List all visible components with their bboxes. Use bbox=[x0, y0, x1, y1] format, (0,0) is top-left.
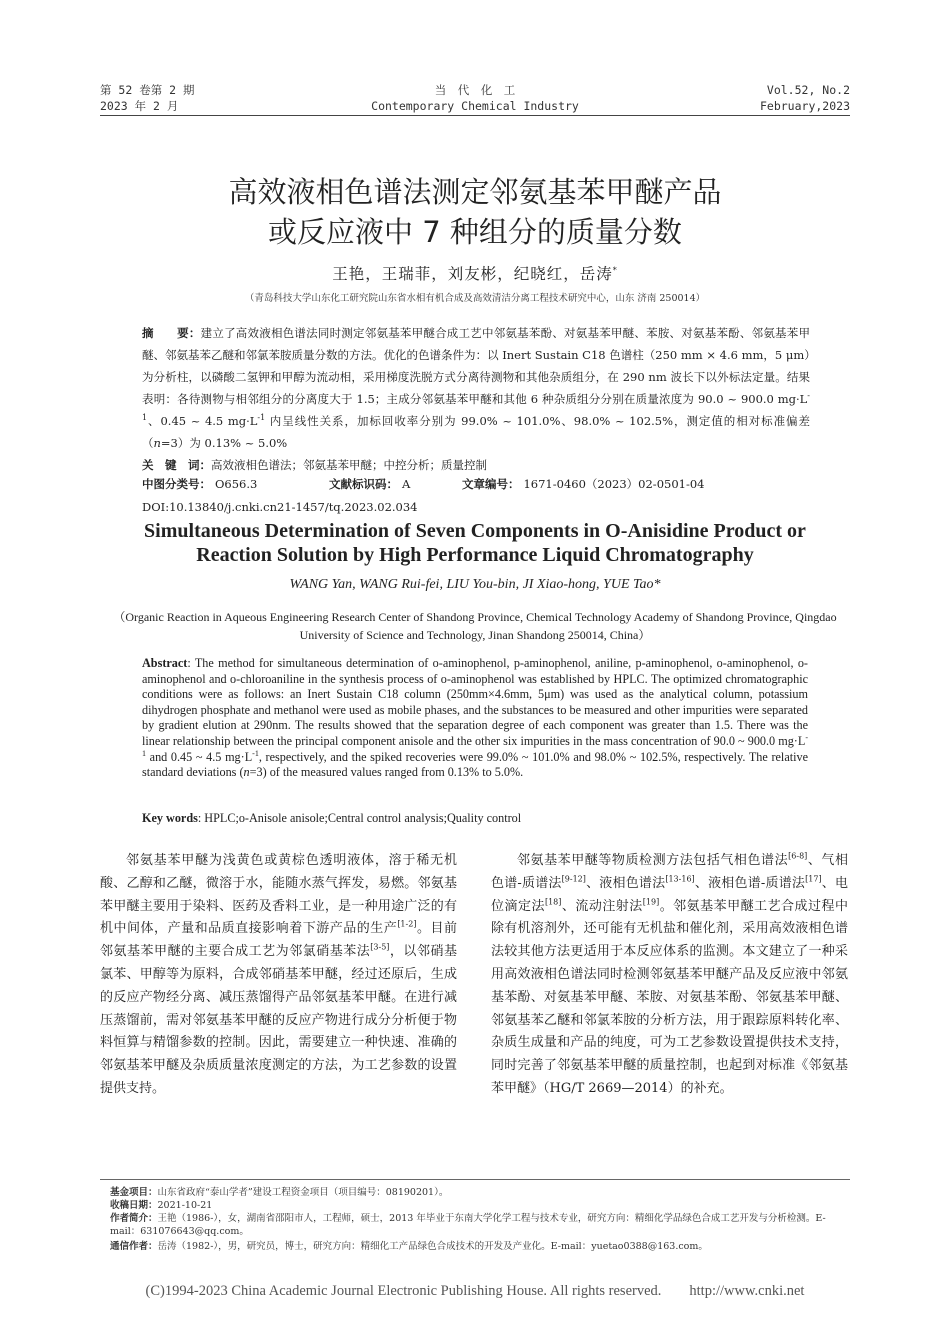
footnote-label: 收稿日期： bbox=[110, 1200, 158, 1211]
abstract-en bbox=[142, 656, 808, 781]
abstract-cn-text: 内呈线性关系，加标回收率分别为 99.0% ~ 101.0%、98.0% ~ 102.5%，测定值的相对标准偏差（ bbox=[142, 414, 810, 450]
journal-name-en: Contemporary Chemical Industry bbox=[371, 99, 579, 113]
body-text: 邻氨基苯甲醚为浅黄色或黄棕色透明液体，溶于稀无机酸、乙醇和乙醚，微溶于水，能随水蒸气挥发，易燃。邻氨基苯甲醚主要用于染料、医药及香料工业，是一种用途广泛的有机中间体，产量和品质直接影响着下游产品的生产 bbox=[100, 853, 457, 937]
keywords-en-text: : HPLC;o-Anisole anisole;Central control analysis;Quality control bbox=[197, 811, 522, 825]
article-number-label: 文章编号： bbox=[461, 477, 520, 491]
italic-n: n bbox=[243, 765, 250, 780]
citation[interactable]: [13-16] bbox=[665, 874, 695, 884]
citation[interactable]: [1-2] bbox=[397, 920, 417, 930]
body-text: ，以邻硝基氯苯、甲醇等为原料，合成邻硝基苯甲醚，经过还原后，生成的反应产物经分离、减压蒸馏得产品邻氨基苯甲醚。在进行减压蒸馏前，需对邻氨基苯甲醚的反应产物进行成分分析便于物料恒算与精馏参数的控制。因此，需要建立一种快速、准确的邻氨基苯甲醚及杂质质量浓度测定的方法，为工艺参数的设置提供支持。 bbox=[100, 944, 457, 1096]
citation[interactable]: [17] bbox=[805, 874, 822, 884]
sup: -1 bbox=[257, 413, 266, 423]
journal-volume-en: Vol.52, No.2 bbox=[766, 83, 850, 97]
body-text: 、电位滴定法 bbox=[491, 875, 848, 914]
footnote-text: 王艳（1986-），女，湖南省邵阳市人，工程师，硕士，2013 年毕业于东南大学化学工程与技术专业，研究方向：精细化学品绿色合成工艺开发与分析检测。E-mail：631076643@qq.com。 bbox=[110, 1213, 826, 1237]
footnote-received bbox=[110, 1199, 855, 1212]
journal-name-cn: 当 代 化 工 bbox=[434, 83, 516, 97]
keywords-en bbox=[142, 811, 521, 826]
abstract-en-label: Abstract bbox=[142, 656, 188, 670]
header-right bbox=[760, 82, 850, 114]
body-text: 、气相色谱-质谱法 bbox=[491, 853, 848, 891]
citation[interactable]: [19] bbox=[642, 897, 660, 907]
cnki-link[interactable]: http://www.cnki.net bbox=[689, 1283, 805, 1299]
affiliation-en: （Organic Reaction in Aqueous Engineering Research Center of Shandong Province, Chemical Technology Academy of Shandong Province, Qingdao University of Science and Technology, Jinan Shandong 250014, China） bbox=[113, 610, 837, 642]
footnote-divider bbox=[100, 1179, 850, 1180]
abstract-cn-label: 摘 要： bbox=[142, 326, 201, 340]
footnote-corresponding bbox=[110, 1240, 855, 1253]
footnote-label: 基金项目： bbox=[110, 1187, 158, 1198]
footnote-fund bbox=[110, 1186, 855, 1199]
body-column-left bbox=[100, 850, 457, 1101]
footnote-label: 作者简介： bbox=[110, 1213, 158, 1224]
keywords-cn-text: 高效液相色谱法；邻氨基苯甲醚；中控分析；质量控制 bbox=[211, 458, 487, 472]
citation[interactable]: [18] bbox=[544, 897, 562, 907]
body-text: 、液相色谱法 bbox=[585, 875, 666, 891]
title-cn-line2: 或反应液中 7 种组分的质量分数 bbox=[268, 215, 682, 249]
footnote-text: 岳涛（1982-），男，研究员，博士，研究方向：精细化工产品绿色合成技术的开发及产业化。E-mail：yuetao0388@163.com。 bbox=[157, 1241, 708, 1252]
sup: -1 bbox=[252, 748, 259, 758]
title-en-line2: Reaction Solution by High Performance Liquid Chromatography bbox=[196, 544, 754, 566]
abstract-en-text: : The method for simultaneous determination of o-aminophenol, p-aminophenol, aniline, p-aminophenol, o-aminophenol, o-aminophenol and o-chloroaniline in the synthesis process of o-aminophenol was established by HPLC. The optimized chromatographic conditions were as follows: an Inert Sustain C18 column (250mm×4.6mm, 5μm) was used as the analytical column, potassium dihydrogen phosphate and methanol were used as mobile phases, and the substances to be measured and other impurities were separated by gradient elution at 290nm. The results showed that the separation degree of each component was greater than 1.5. There was the linear relationship between the principal component anisole and the other six impurities in the mass concentration of 90.0 ~ 900.0 mg·L bbox=[142, 656, 808, 748]
journal-volume-cn: 第 52 卷第 2 期 bbox=[100, 83, 195, 97]
sup: -1 bbox=[142, 732, 808, 758]
abstract-cn bbox=[142, 322, 810, 476]
body-text: 。邻氨基苯甲醚工艺合成过程中除有机溶剂外，还可能有无机盐和催化剂，采用高效液相色谱法较其他方法更适用于本反应体系的监测。本文建立了一种采用高效液相色谱法同时检测邻氨基苯甲醚产品及反应液中邻氨基苯酚、对氨基苯甲醚、苯胺、对氨基苯酚、邻氨基苯甲醚、邻氨基苯乙醚和邻氯苯胺的分析方法，用于跟踪原料转化率、杂质生成量和产品的纯度，可为工艺参数设置提供技术支持，同时完善了邻氨基苯甲醚的质量控制，也起到对标准《邻氨基苯甲醚》（HG/T 2669—2014）的补充。 bbox=[491, 898, 848, 1096]
abstract-en-text: , respectively, and the spiked recoveries were 99.0% ~ 101.0% and 98.0% ~ 102.5%, respectively. The relative standard deviations ( bbox=[142, 749, 808, 780]
citation[interactable]: [6-8] bbox=[788, 851, 808, 861]
doc-code-label: 文献标识码： bbox=[329, 477, 399, 491]
doc-code-value: A bbox=[402, 477, 411, 491]
title-cn-line1: 高效液相色谱法测定邻氨基苯甲醚产品 bbox=[228, 175, 722, 209]
body-text: 。目前邻氨基苯甲醚的主要合成工艺为邻氯硝基苯法 bbox=[100, 921, 457, 960]
title-en-line1: Simultaneous Determination of Seven Components in O-Anisidine Product or bbox=[144, 520, 806, 542]
journal-date-en: February,2023 bbox=[759, 99, 850, 113]
paper-title-cn bbox=[0, 172, 950, 252]
authors-cn bbox=[0, 262, 950, 284]
copyright-footer bbox=[0, 1283, 950, 1300]
keywords-cn bbox=[142, 454, 810, 476]
authors-en: WANG Yan, WANG Rui-fei, LIU You-bin, JI Xiao-hong, YUE Tao* bbox=[289, 577, 661, 592]
abstract-cn-text: 、0.45 ~ 4.5 mg·L bbox=[147, 414, 258, 428]
keywords-cn-label: 关 键 词： bbox=[142, 458, 211, 472]
sup: -1 bbox=[142, 391, 810, 423]
affiliation-cn: （青岛科技大学山东化工研究院山东省水相有机合成及高效清洁分离工程技术研究中心，山东 济南 250014） bbox=[244, 293, 706, 304]
header-divider bbox=[100, 115, 850, 116]
body-text: 邻氨基苯甲醚等物质检测方法包括气相色谱法 bbox=[517, 853, 789, 868]
citation[interactable]: [9-12] bbox=[561, 874, 586, 884]
citation[interactable]: [3-5] bbox=[370, 942, 390, 952]
body-text: 、液相色谱-质谱法 bbox=[694, 875, 806, 891]
corresponding-mark: * bbox=[612, 265, 618, 275]
doi[interactable]: DOI:10.13840/j.cnki.cn21-1457/tq.2023.02.034 bbox=[142, 500, 418, 514]
abstract-cn-text: 建立了高效液相色谱法同时测定邻氨基苯甲醚合成工艺中邻氨基苯酚、对氨基苯甲醚、苯胺、对氨基苯酚、邻氨基苯甲醚、邻氨基苯乙醚和邻氯苯胺质量分数的方法。优化的色谱条件为：以 Inert Sustain C18 色谱柱（250 mm × 4.6 mm，5 μm）为分析柱，以磷酸二氢钾和甲醇为流动相，采用梯度洗脱方式分离待测物和其他杂质组分，在 290 nm 波长下以外标法定量。结果表明：各待测物与相邻组分的分离度大于 1.5；主成分邻氨基苯甲醚和其他 6 种杂质组分分别在质量浓度为 90.0 ~ 900.0 mg·L bbox=[142, 326, 811, 406]
paper-title-en bbox=[0, 519, 950, 567]
journal-date-cn: 2023 年 2 月 bbox=[100, 99, 179, 113]
footnote-text: 2021-10-21 bbox=[157, 1200, 213, 1211]
abstract-en-text: =3) of the measured values ranged from 0.13% to 5.0%. bbox=[249, 765, 524, 780]
footnote-text: 山东省政府“泰山学者”建设工程资金项目（项目编号：08190201）。 bbox=[157, 1187, 449, 1198]
clc-label: 中图分类号： bbox=[142, 477, 211, 491]
keywords-en-label: Key words bbox=[142, 811, 198, 825]
clc-value: O656.3 bbox=[215, 477, 258, 491]
article-number-value: 1671-0460（2023）02-0501-04 bbox=[523, 477, 705, 491]
abstract-en-text: and 0.45 ~ 4.5 mg·L bbox=[146, 749, 253, 764]
italic-n: n bbox=[153, 436, 161, 450]
classification-line bbox=[142, 476, 708, 492]
authors-cn-text: 王艳，王瑞菲，刘友彬，纪晓红，岳涛 bbox=[332, 265, 613, 283]
footnote-author-bio bbox=[110, 1212, 855, 1238]
body-column-right bbox=[491, 850, 848, 1101]
copyright-text: (C)1994-2023 China Academic Journal Electronic Publishing House. All rights reserved. bbox=[145, 1283, 662, 1299]
footnote-label: 通信作者： bbox=[110, 1241, 158, 1252]
abstract-cn-text: =3）为 0.13% ~ 5.0% bbox=[160, 436, 288, 450]
body-text: 、流动注射法 bbox=[561, 898, 643, 914]
